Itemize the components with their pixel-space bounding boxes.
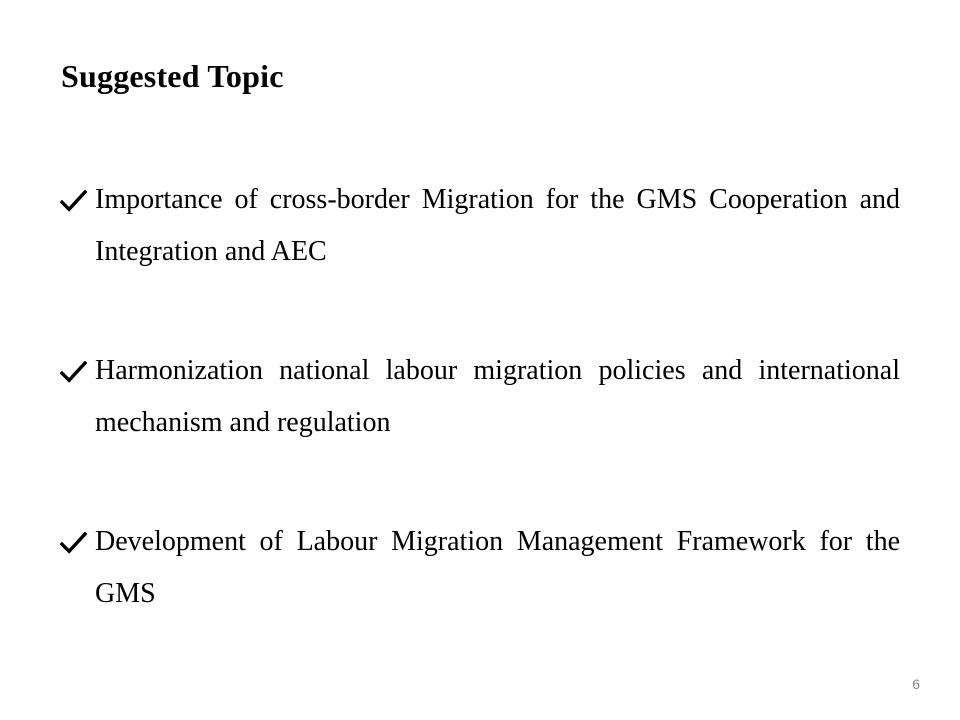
check-icon <box>60 361 87 383</box>
check-icon <box>60 190 87 212</box>
topic-item-text: Harmonization national labour migration policies and international mechanism and regulation <box>95 355 900 438</box>
topic-item-text: Importance of cross-border Migration for the GMS Cooperation and Integration and AEC <box>95 184 900 267</box>
topic-item-framework-development <box>60 516 900 620</box>
slide-title: Suggested Topic <box>61 58 284 94</box>
topic-list <box>60 174 900 620</box>
topic-item-harmonization <box>60 345 900 449</box>
check-icon <box>60 532 87 554</box>
topic-item-text: Development of Labour Migration Management Framework for the GMS <box>95 526 900 609</box>
page-number: 6 <box>912 676 920 692</box>
topic-item-cross-border-migration <box>60 174 900 278</box>
